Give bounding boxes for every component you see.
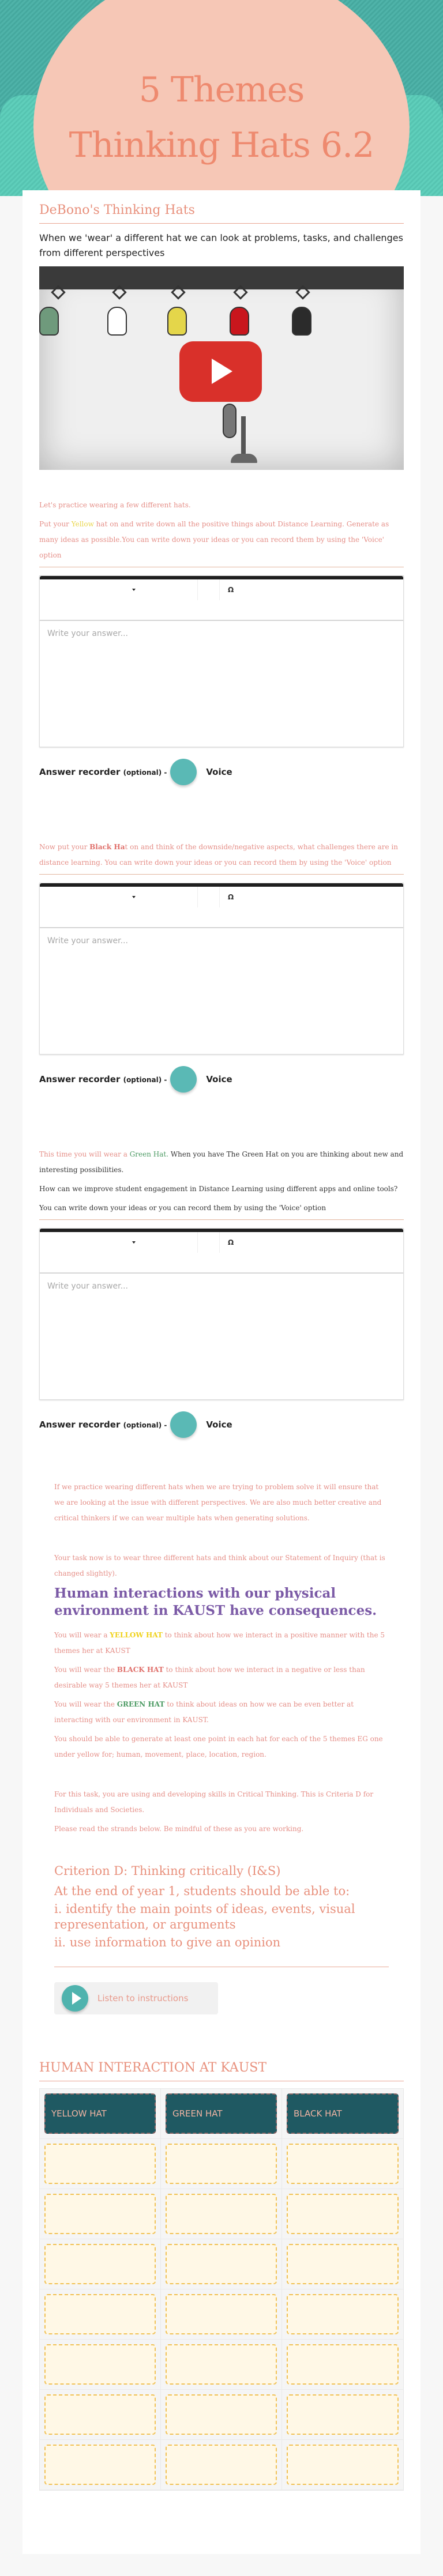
answer-slot[interactable]	[287, 2294, 399, 2334]
answer-input[interactable]	[40, 928, 403, 1054]
hat-board	[39, 2088, 404, 2491]
page-title: 5 Themes Thinking Hats 6.2	[69, 70, 374, 165]
answer-slot[interactable]	[166, 2344, 277, 2385]
criterion-lead: At the end of year 1, students should be able to:	[54, 1884, 350, 1898]
answer-slot[interactable]	[287, 2394, 399, 2435]
hero-banner	[0, 0, 443, 196]
column-header-black: BLACK HAT	[287, 2093, 399, 2134]
editor-toolbar	[40, 887, 403, 928]
yellow-task-text: Put your Yellow hat on and write down all the positive things about Distance Learning. Generate as many ideas as possible.You can write down your ideas or you can record them by using the 'Voice' option	[39, 520, 389, 559]
listen-instructions-button[interactable]: Listen to instructions	[54, 1982, 218, 2014]
answer-recorder	[39, 1065, 404, 1094]
answer-slot[interactable]	[44, 2144, 156, 2184]
answer-slot[interactable]	[166, 2144, 277, 2184]
green-task-note: You can write down your ideas or you can record them by using the 'Voice' option	[39, 1204, 326, 1212]
black-hat-instruction: You will wear the BLACK HAT to think about how we interact in a negative or less than desirable way 5 themes her at KAUST	[54, 1666, 365, 1689]
criterion-title: Criterion D: Thinking critically (I&S)	[54, 1864, 281, 1878]
answer-slot[interactable]	[166, 2394, 277, 2435]
answer-slot[interactable]	[287, 2445, 399, 2485]
yellow-hat-icon	[167, 307, 187, 336]
black-task-text: Now put your Black Hat on and think of the downside/negative aspects, what challenges there are in distance learning. You can write down your ideas or you can record them by using the 'Voice' option	[39, 843, 398, 867]
recorder-label: Answer recorder (optional) -	[39, 1419, 167, 1430]
answer-slot[interactable]	[44, 2294, 156, 2334]
format-dropdown[interactable]	[40, 1232, 198, 1253]
editor-toolbar	[40, 579, 403, 621]
summary-paragraph: If we practice wearing different hats when we are trying to problem solve it will ensure that we are looking at the issue with different perspectives. We are also much better creative and critical thinkers if we can wear multiple hats when generating solutions.	[54, 1483, 382, 1522]
answer-input[interactable]	[40, 1274, 403, 1399]
record-voice-button[interactable]	[170, 1411, 197, 1438]
character-figure	[223, 404, 236, 438]
youtube-play-icon[interactable]	[179, 341, 262, 402]
themes-instruction: You should be able to generate at least one point in each hat for each of the 5 themes EG one under yellow for; human, movement, place, location, region.	[54, 1735, 383, 1758]
record-voice-button[interactable]	[170, 1066, 197, 1093]
green-task-question: How can we improve student engagement in Distance Learning using different apps and online tools?	[39, 1185, 398, 1193]
special-character-icon[interactable]: Ω	[228, 1238, 234, 1246]
voice-label: Voice	[206, 1074, 232, 1084]
video-embed[interactable]	[39, 266, 404, 470]
answer-slot[interactable]	[166, 2244, 277, 2284]
toolbar-button[interactable]	[198, 579, 220, 600]
voice-label: Voice	[206, 767, 232, 777]
answer-slot[interactable]	[287, 2144, 399, 2184]
criterion-strand-2: ii. use information to give an opinion	[54, 1935, 281, 1949]
yellow-hat-instruction: You will wear a YELLOW HAT to think about how we interact in a positive manner with the 5 themes her at KAUST	[54, 1631, 385, 1655]
lesson-card	[22, 190, 421, 2554]
answer-slot[interactable]	[287, 2344, 399, 2385]
recorder-label: Answer recorder (optional) -	[39, 767, 167, 777]
board-title: HUMAN INTERACTION AT KAUST	[39, 2061, 404, 2081]
black-hat-label: Black Ha	[89, 843, 125, 851]
column-header-green: GREEN HAT	[166, 2093, 277, 2134]
format-dropdown[interactable]	[40, 887, 198, 907]
toolbar-button[interactable]	[198, 1232, 220, 1253]
answer-slot[interactable]	[44, 2194, 156, 2234]
statement-of-inquiry: Human interactions with our physical environment in KAUST have consequences.	[54, 1585, 377, 1618]
record-voice-button[interactable]	[170, 759, 197, 785]
answer-editor-yellow	[39, 575, 404, 747]
criterion-strand-1: i. identify the main points of ideas, events, visual representation, or arguments	[54, 1902, 355, 1931]
recorder-label: Answer recorder (optional) -	[39, 1074, 167, 1084]
red-hat-icon	[230, 307, 249, 336]
answer-slot[interactable]	[44, 2244, 156, 2284]
special-character-icon[interactable]: Ω	[228, 586, 234, 594]
special-character-icon[interactable]: Ω	[228, 893, 234, 901]
summary-section	[39, 1479, 404, 2014]
hat-rail	[39, 266, 404, 289]
white-hat-icon	[107, 307, 127, 336]
answer-slot[interactable]	[287, 2194, 399, 2234]
answer-slot[interactable]	[44, 2344, 156, 2385]
answer-input[interactable]	[40, 621, 403, 747]
intro-text: When we 'wear' a different hat we can look at problems, tasks, and challenges from different perspectives	[39, 232, 403, 258]
answer-recorder	[39, 758, 404, 786]
answer-editor-black	[39, 883, 404, 1054]
answer-slot[interactable]	[44, 2394, 156, 2435]
vacuum-handle	[241, 416, 246, 457]
green-hat-label: Green Hat.	[129, 1150, 169, 1158]
skills-paragraph: For this task, you are using and developing skills in Critical Thinking. This is Criteria D for Individuals and Societies.	[54, 1790, 374, 1814]
answer-slot[interactable]	[166, 2194, 277, 2234]
answer-slot[interactable]	[287, 2244, 399, 2284]
column-header-yellow: YELLOW HAT	[44, 2093, 156, 2134]
yellow-hat-label: Yellow	[71, 520, 94, 528]
section-title: DeBono's Thinking Hats	[39, 203, 404, 224]
editor-toolbar	[40, 1232, 403, 1274]
answer-slot[interactable]	[44, 2445, 156, 2485]
voice-label: Voice	[206, 1419, 232, 1430]
answer-slot[interactable]	[166, 2445, 277, 2485]
practice-lead: Let's practice wearing a few different hats.	[39, 501, 191, 509]
play-icon	[62, 1985, 88, 2012]
task-paragraph: Your task now is to wear three different hats and think about our Statement of Inquiry (that is changed slightly).	[54, 1554, 385, 1577]
answer-recorder	[39, 1410, 404, 1439]
strands-note: Please read the strands below. Be mindful of these as you are working.	[54, 1825, 304, 1833]
answer-slot[interactable]	[166, 2294, 277, 2334]
divider	[39, 1219, 404, 1220]
format-dropdown[interactable]	[40, 579, 198, 600]
green-hat-instruction: You will wear the GREEN HAT to think about ideas on how we can be even better at interacting with our environment in KAUST.	[54, 1700, 354, 1724]
vacuum-base	[231, 454, 257, 463]
black-hat-icon	[292, 307, 311, 336]
divider	[39, 874, 404, 875]
answer-editor-green	[39, 1228, 404, 1400]
green-hat-icon	[39, 307, 59, 336]
green-task-text: This time you will wear a Green Hat. When you have The Green Hat on you are thinking about new and interesting possibilities.	[39, 1150, 404, 1174]
toolbar-button[interactable]	[198, 887, 220, 907]
